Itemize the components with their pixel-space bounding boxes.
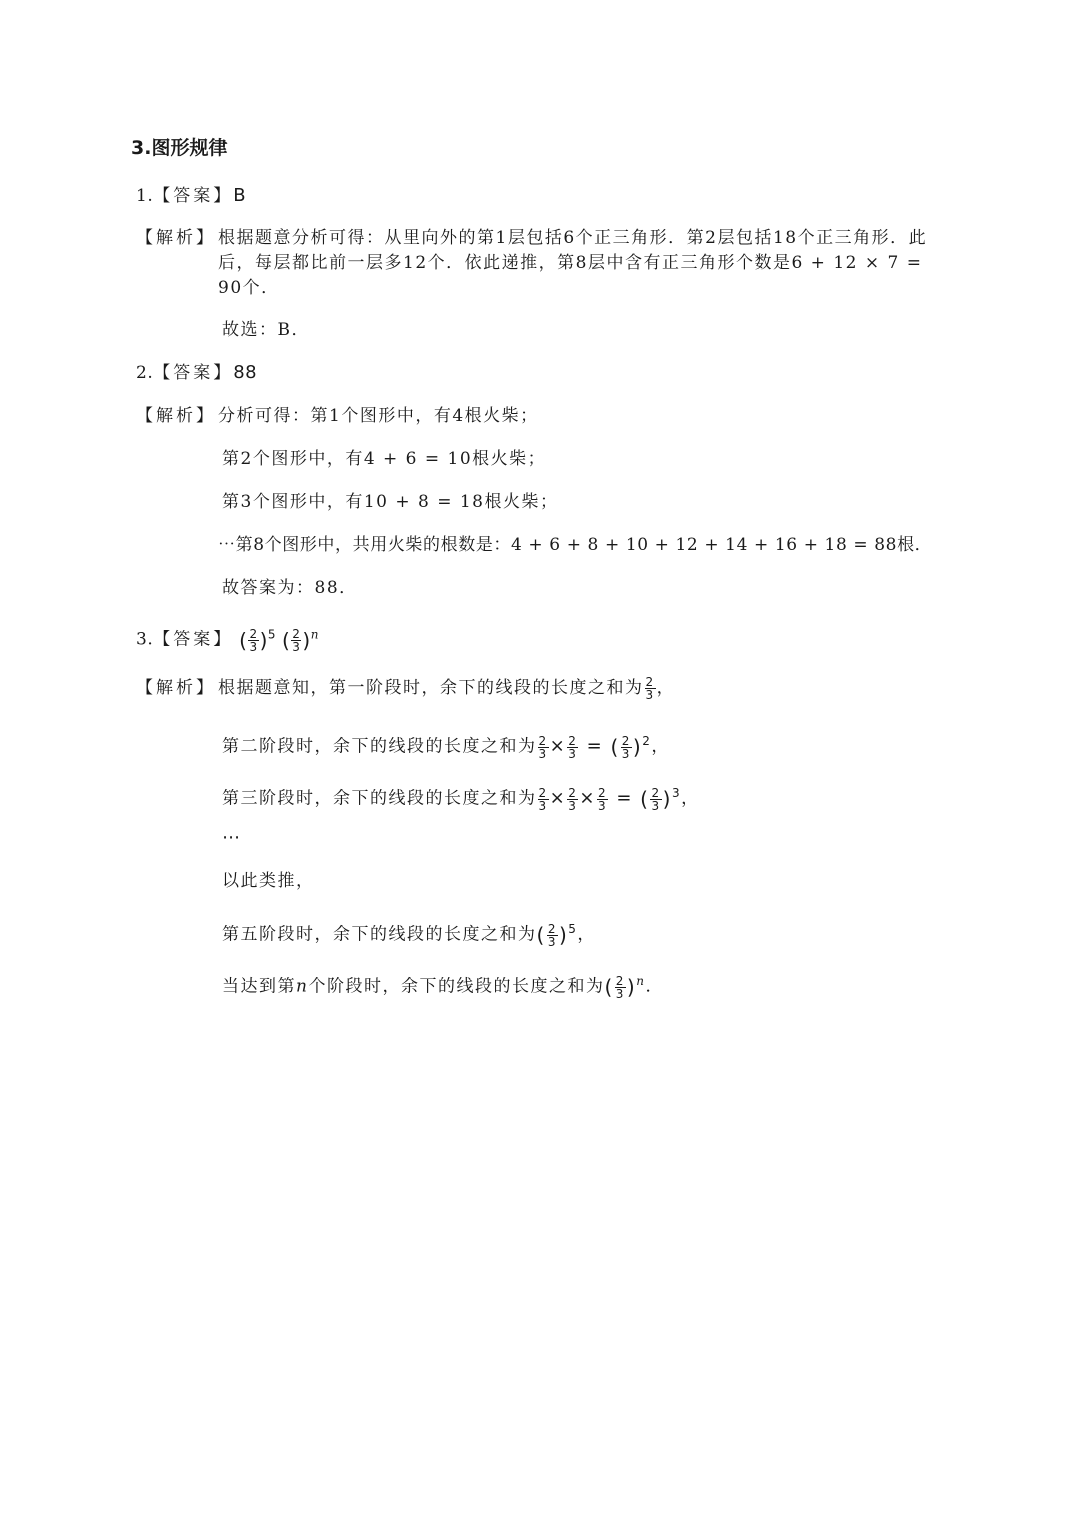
q2-number: 2. [136,363,154,383]
q2-conclusion: 故答案为：88． [222,578,358,598]
q3-ellipsis: ⋯ [222,827,240,848]
q1-answer-line [136,184,246,208]
fraction: $\frac{2}{3}$ [249,626,258,654]
q3-analysis-label: 【解析】 [136,678,216,698]
q2-line-1: 分析可得：第1个图形中，有4根火柴； [218,406,539,426]
q3-line-1: 根据题意知，第一阶段时，余下的线段的长度之和为 $\frac{2}{3}$ ， [218,675,676,702]
q3-number: 3. [136,629,154,650]
q2-analysis-label: 【解析】 [136,406,216,426]
q3-answer-expr-1: ( $\frac{2}{3}$ )$^5$ [239,626,277,654]
q1-answer-label: 【答案】 [153,186,234,206]
q1-answer-value: B [233,185,247,206]
q1-conclusion: 故选：B． [222,320,310,340]
q2-line-2: 第2个图形中，有4 + 6 = 10根火柴； [222,449,547,469]
q2-line-4: ⋯第8个图形中，共用火柴的根数是：4 + 6 + 8 + 10 + 12 + 14 + 16 + 18 = 88根． [218,535,933,555]
section-title: 3.图形规律 [131,137,228,159]
q2-answer-value: 88 [233,362,258,383]
fraction: $\frac{2}{3}$ [292,626,301,654]
q3-line-5: 以此类推， [222,871,315,891]
q3-line-6: 第五阶段时，余下的线段的长度之和为( $\frac{2}{3}$ )$^5$， [222,921,596,949]
q3-line-7: 当达到第n个阶段时，余下的线段的长度之和为( $\frac{2}{3}$ )$^n$． [222,973,664,1001]
q1-analysis-label: 【解析】 [136,228,216,248]
q2-answer-label: 【答案】 [153,363,234,383]
q3-answer-label: 【答案】 [153,629,234,650]
q1-number: 1. [136,186,154,206]
q1-analysis-text: 根据题意分析可得：从里向外的第1层包括6个正三角形．第2层包括18个正三角形．此后，每层都比前一层多12个．依此递推，第8层中含有正三角形个数是6 + 12 × 7 = 90个． [218,228,928,298]
q3-answer-expr-2: ( $\frac{2}{3}$ )$^n$ [281,626,319,654]
q2-line-3: 第3个图形中，有10 + 8 = 18根火柴； [222,492,559,512]
fraction: $\frac{2}{3}$ [645,675,655,702]
q3-line-2: 第二阶段时，余下的线段的长度之和为 $\frac{2}{3}$ × $\frac{2}{3}$ = ( $\frac{2}{3}$ )$^2$， [222,733,670,761]
q3-answer-line [136,622,319,653]
q2-answer-line [136,361,257,385]
q3-line-3: 第三阶段时，余下的线段的长度之和为 $\frac{2}{3}$ × $\frac{2}{3}$ × $\frac{2}{3}$ = ( $\frac{2}{3}$ )$^3$， [222,785,700,813]
